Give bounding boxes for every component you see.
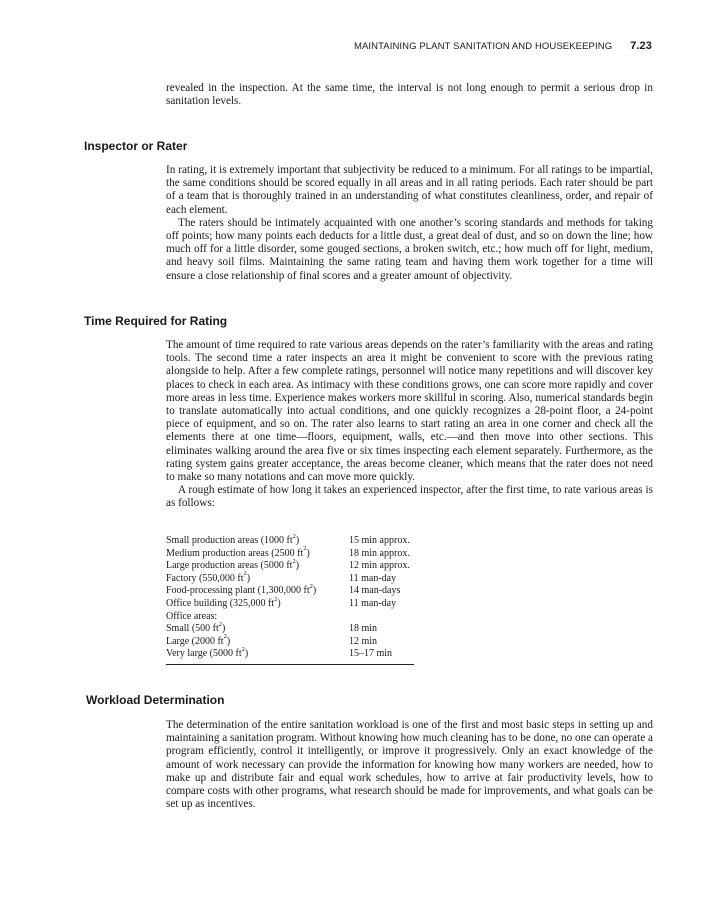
area-cell: Large (2000 $ft^2$)	[166, 633, 231, 647]
area-cell: Very large (5000 $ft^2$)	[166, 646, 249, 660]
time-cell: 18 min approx.	[349, 547, 410, 559]
time-cell: 12 min	[349, 635, 378, 647]
time-cell: 11 man-day	[349, 597, 397, 609]
paragraph: In rating, it is extremely important that subjectivity be reduced to a minimum. For all ratings to be impartial, the same conditions should be scored equally in all areas and in all rating periods. Each rater should be part of a team that is thoroughly trained in an understanding of what constitutes cleanliness, order, and repair of each element.	[166, 164, 653, 216]
paragraph: The amount of time required to rate various areas depends on the rater’s familiarity with the areas and rating tools. The second time a rater inspects an area it might be convenient to score with the previous rating alongside to help. After a few complete ratings, personnel will notice many repetitions and will discover key places to check in each area. As intimacy with these conditions grows, one can score more rapidly and cover more areas in less time. Experience makes workers more skillful in scoring. Also, numerical standards begin to translate automatically into actual conditions, and one quickly recognizes a 28-point floor, a 24-point piece of equipment, and so on. The rater also learns to start rating an area in one corner and check all the elements there at one time—floors, equipment, walls, etc.—and then move into other sections. This eliminates walking around the area five or six times inspecting each element separately. Furthermore, as the rating system gains greater acceptance, the areas become cleaner, which means that the rater does not need to make so many notations and can move more quickly.	[166, 339, 653, 484]
paragraph: The determination of the entire sanitation workload is one of the first and most basic steps in setting up and maintaining a sanitation program. Without knowing how much cleaning has to be done, no one can operate a program efficiently, control it intelligently, or improve it progressively. Only an exact knowledge of the amount of work necessary can provide the information for knowing how many workers are needed, how to make up and distribute fair and equal work schedules, how to arrive at fair productivity levels, how to compare costs with other programs, what research should be made for improvements, and what goals can be set up as incentives.	[166, 719, 653, 811]
running-title: MAINTAINING PLANT SANITATION AND HOUSEKEEPING	[353, 41, 613, 52]
time-cell: 14 man-days	[349, 585, 401, 597]
section-heading-workload: Workload Determination	[86, 693, 225, 707]
time-cell: 15–17 min	[349, 648, 393, 660]
rating-time-table	[166, 532, 414, 665]
table-row	[166, 595, 414, 611]
table-row	[166, 545, 414, 561]
paragraph: A rough estimate of how long it takes an experienced inspector, after the first time, to rate various areas is as follows:	[166, 484, 653, 510]
time-cell: 12 min approx.	[349, 560, 410, 572]
table-row	[166, 532, 414, 548]
time-cell: 15 min approx.	[349, 535, 410, 546]
table-row	[166, 611, 414, 624]
area-cell: Medium production areas (2500 $ft^2$)	[166, 545, 310, 559]
page-number: 7.23	[630, 40, 652, 52]
table-row	[166, 570, 414, 586]
area-cell: Small (500 $ft^2$)	[166, 620, 226, 635]
table-row	[166, 585, 414, 598]
table-row	[166, 648, 414, 661]
table-row	[166, 557, 414, 573]
time-cell: 18 min	[349, 623, 378, 635]
section-heading-inspector: Inspector or Rater	[84, 139, 188, 153]
section-heading-time-required: Time Required for Rating	[84, 314, 228, 328]
area-cell: Large production areas (5000 $ft^2$)	[166, 557, 300, 572]
running-head	[300, 40, 652, 52]
section-body-workload	[166, 719, 653, 811]
area-cell: Office building (325,000 $ft^2$)	[166, 595, 281, 609]
area-cell: Office areas:	[166, 610, 218, 622]
time-cell: 11 man-day	[349, 572, 397, 584]
area-cell: Small production areas (1000 $ft^2$)	[166, 532, 300, 546]
paragraph: The raters should be intimately acquainted with one another’s scoring standards and methods for taking off points; how many points each deducts for a little dust, a great deal of dust, and so on down the line; how much off for a little disorder, some gouged sections, a broken switch, etc.; how much off for light, medium, and heavy soil films. Maintaining the same rating team and having them work together for a time will ensure a close relationship of final scores and a greater amount of objectivity.	[166, 216, 653, 282]
area-cell: Factory (550,000 $ft^2$)	[166, 570, 251, 584]
table-row	[166, 620, 414, 636]
section-body-inspector	[166, 164, 653, 283]
table-row	[166, 633, 414, 649]
intro-paragraph	[166, 82, 653, 108]
area-cell: Food-processing plant (1,300,000 $ft^2$)	[166, 583, 317, 597]
section-body-time-required	[166, 339, 653, 511]
paragraph: revealed in the inspection. At the same time, the interval is not long enough to permit a serious drop in sanitation levels.	[166, 82, 653, 108]
